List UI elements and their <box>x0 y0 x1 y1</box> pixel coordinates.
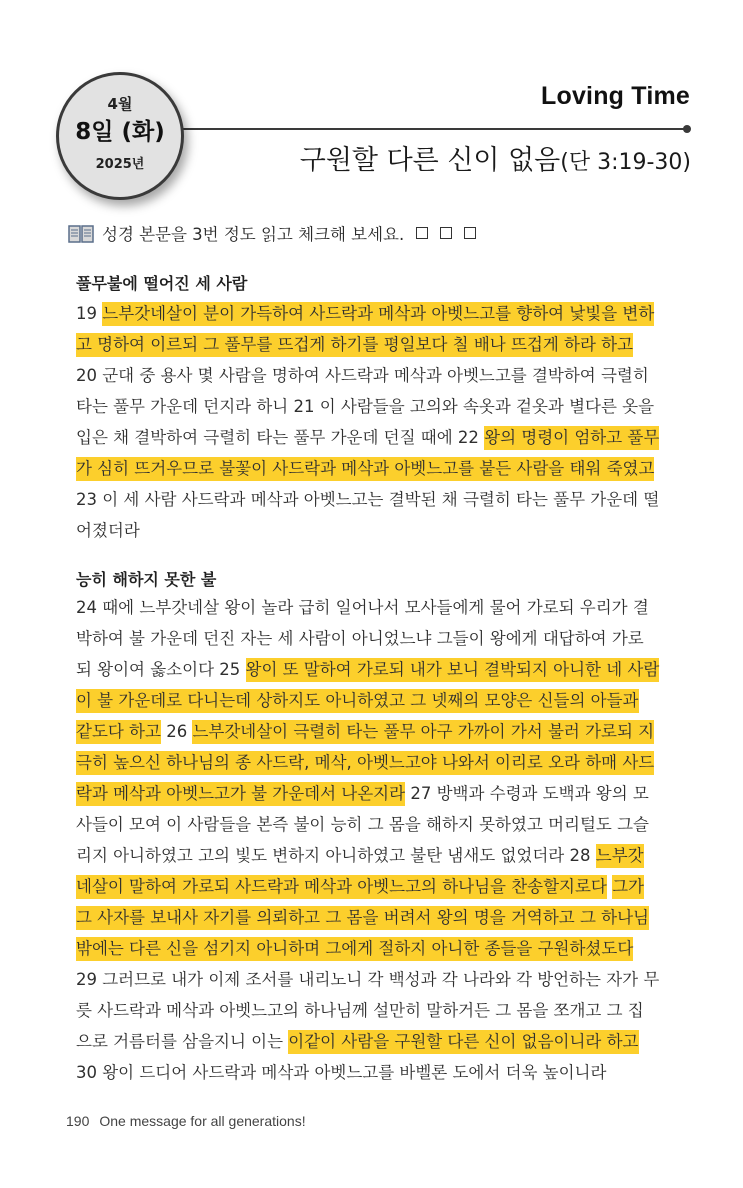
verse-text: 20 군대 중 용사 몇 사람을 명하여 사드락과 메삭과 아벳느고를 결박하여 극렬히 <box>76 366 649 385</box>
verse-line <box>76 360 689 391</box>
read-checkbox-3[interactable] <box>464 227 476 239</box>
date-badge <box>56 72 184 200</box>
verse-text: 사들이 모여 이 사람들을 본즉 불이 능히 그 몸을 해하지 못하였고 머리털도 그슬 <box>76 815 649 834</box>
highlighted-text: 느부갓네살이 분이 가득하여 사드락과 메삭과 아벳느고를 향하여 낯빛을 변하 <box>102 302 654 326</box>
verse-line <box>76 995 689 1026</box>
verse-line <box>76 933 689 964</box>
verse-line <box>76 391 689 422</box>
verse-line <box>76 422 689 453</box>
verse-text: 리지 아니하였고 고의 빛도 변하지 아니하였고 불탄 냄새도 없었더라 28 <box>76 846 596 865</box>
date-month: 4월 <box>107 95 133 113</box>
book-icon <box>68 223 102 243</box>
read-checkbox-2[interactable] <box>440 227 452 239</box>
date-day: 8일 (화) <box>75 119 165 145</box>
highlighted-text: 그 사자를 보내사 자기를 의뢰하고 그 몸을 버려서 왕의 명을 거역하고 그 하나님 <box>76 906 649 930</box>
verse-line <box>76 747 689 778</box>
highlighted-text: 극히 높으신 하나님의 종 사드락, 메삭, 아벳느고야 나와서 이리로 오라 하매 사드 <box>76 751 654 775</box>
verse-line <box>76 1057 689 1088</box>
highlighted-text: 이 불 가운데로 다니는데 상하지도 아니하였고 그 넷째의 모양은 신들의 아들과 <box>76 689 639 713</box>
verse-line <box>76 623 689 654</box>
verse-text: 입은 채 결박하여 극렬히 타는 풀무 가운데 던질 때에 22 <box>76 428 485 447</box>
date-year: 2025년 <box>95 157 145 172</box>
section-heading-1: 풀무불에 떨어진 세 사람 <box>76 274 248 293</box>
verse-text: 타는 풀무 가운데 던지라 하니 21 이 사람들을 고의와 속옷과 겉옷과 별다른 옷을 <box>76 397 655 416</box>
verse-text: 29 그러므로 내가 이제 조서를 내리노니 각 백성과 각 나라와 각 방언하는 자가 무 <box>76 970 660 989</box>
page-title <box>300 138 691 177</box>
highlighted-text: 락과 메삭과 아벳느고가 불 가운데서 나온지라 <box>76 782 405 806</box>
verse-line <box>76 515 689 546</box>
verse-text: 23 이 세 사람 사드락과 메삭과 아벳느고는 결박된 채 극렬히 타는 풀무 가운데 떨 <box>76 490 660 509</box>
page-footer <box>66 1113 306 1129</box>
verse-text: 으로 거름터를 삼을지니 이는 <box>76 1032 289 1051</box>
verses-section-1 <box>76 298 689 546</box>
footer-slogan: One message for all generations! <box>99 1113 306 1129</box>
verse-line <box>76 592 689 623</box>
highlighted-text: 왕이 또 말하여 가로되 내가 보니 결박되지 아니한 네 사람 <box>246 658 660 682</box>
verse-text: 27 방백과 수령과 도백과 왕의 모 <box>405 784 649 803</box>
title-main: 구원할 다른 신이 없음 <box>299 145 561 176</box>
read-checkbox-1[interactable] <box>416 227 428 239</box>
verse-text: 릇 사드락과 메삭과 아벳느고의 하나님께 설만히 말하거든 그 몸을 쪼개고 그 집 <box>76 1001 644 1020</box>
highlighted-text: 가 심히 뜨거우므로 불꽃이 사드락과 메삭과 아벳느고를 붙든 사람을 태워 죽였고 <box>76 457 654 481</box>
verse-text: 30 왕이 드디어 사드락과 메삭과 아벳느고를 바벨론 도에서 더욱 높이니라 <box>76 1063 607 1082</box>
brand-title: Loving Time <box>541 82 690 110</box>
reading-instruction <box>68 221 476 245</box>
highlighted-text: 같도다 하고 <box>76 720 161 744</box>
verse-line <box>76 1026 689 1057</box>
verse-line <box>76 964 689 995</box>
section-heading-2: 능히 해하지 못한 불 <box>76 570 217 589</box>
header-rule-dot <box>683 125 691 133</box>
highlighted-text: 느부갓 <box>596 844 644 868</box>
verse-line <box>76 654 689 685</box>
verse-text: 박하여 불 가운데 던진 자는 세 사람이 아니었느냐 그들이 왕에게 대답하여 가로 <box>76 629 644 648</box>
verse-line <box>76 453 689 484</box>
verse-line <box>76 685 689 716</box>
verse-line <box>76 778 689 809</box>
page-number: 190 <box>66 1113 90 1129</box>
verse-line <box>76 871 689 902</box>
verse-text: 어졌더라 <box>76 521 140 540</box>
verse-line <box>76 298 689 329</box>
verses-section-2 <box>76 592 689 1088</box>
highlighted-text: 이같이 사람을 구원할 다른 신이 없음이니라 하고 <box>288 1030 638 1054</box>
verse-line <box>76 809 689 840</box>
verse-line <box>76 716 689 747</box>
verse-text: 19 <box>76 304 103 323</box>
verse-line <box>76 329 689 360</box>
verse-line <box>76 902 689 933</box>
verse-text: 26 <box>160 722 193 741</box>
verse-line <box>76 840 689 871</box>
verse-text: 24 때에 느부갓네살 왕이 놀라 급히 일어나서 모사들에게 물어 가로되 우리가 결 <box>76 598 649 617</box>
header-rule <box>180 128 686 130</box>
verse-line <box>76 484 689 515</box>
verse-text: 되 왕이여 옳소이다 25 <box>76 660 246 679</box>
highlighted-text: 고 명하여 이르되 그 풀무를 뜨겁게 하기를 평일보다 칠 배나 뜨겁게 하라 하고 <box>76 333 633 357</box>
title-reference: (단 3:19-30) <box>560 150 691 175</box>
highlighted-text: 그가 <box>612 875 644 899</box>
highlighted-text: 네살이 말하여 가로되 사드락과 메삭과 아벳느고의 하나님을 찬송할지로다 <box>76 875 607 899</box>
highlighted-text: 밖에는 다른 신을 섬기지 아니하며 그에게 절하지 아니한 종들을 구원하셨도다 <box>76 937 633 961</box>
instruction-text: 성경 본문을 3번 정도 읽고 체크해 보세요. <box>102 225 405 244</box>
highlighted-text: 느부갓네살이 극렬히 타는 풀무 아구 가까이 가서 불러 가로되 지 <box>192 720 654 744</box>
highlighted-text: 왕의 명령이 엄하고 풀무 <box>484 426 659 450</box>
